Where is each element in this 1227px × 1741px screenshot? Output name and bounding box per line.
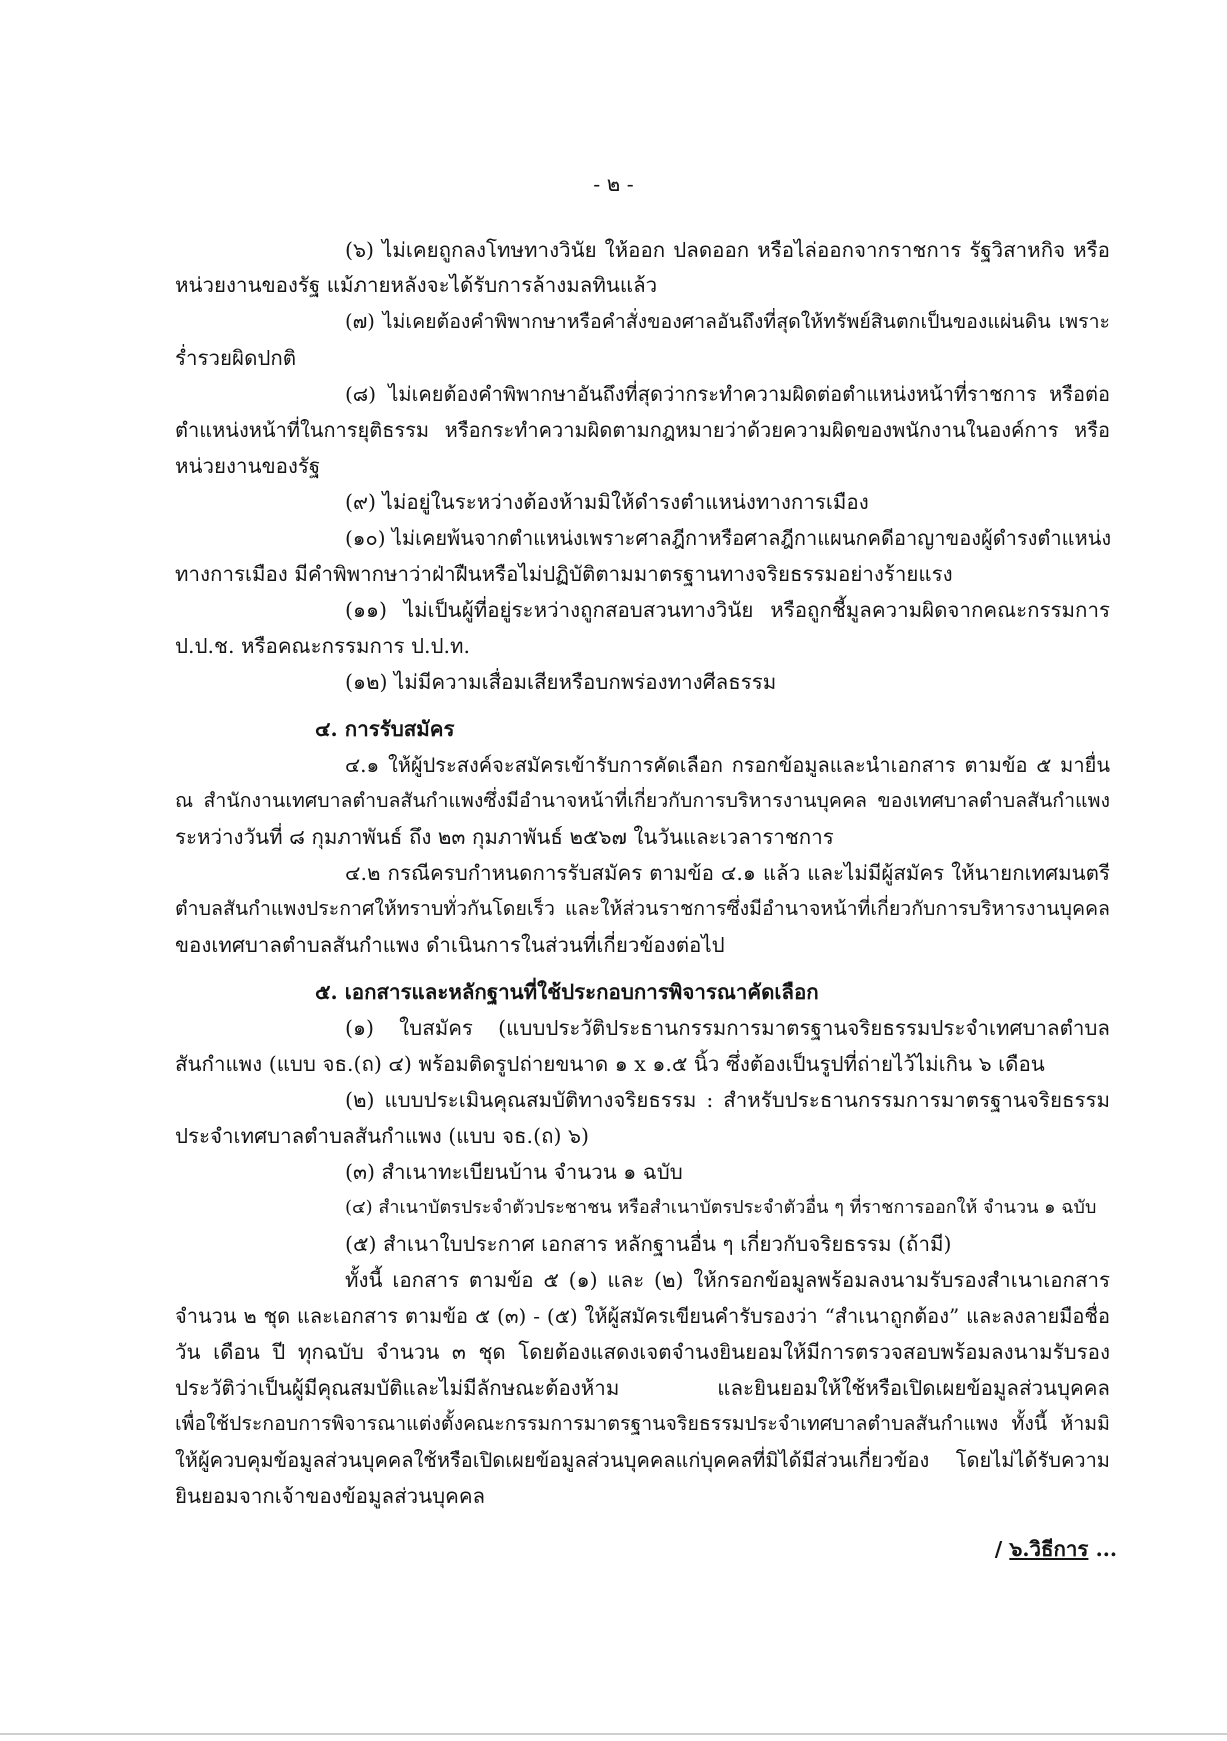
text-line: ตำบลสันกำแพงประกาศให้ทราบทั่วกันโดยเร็ว และให้ส่วนราชการซึ่งมีอำนาจหน้าที่เกี่ยวกับการบริหารงานบุคคล xyxy=(175,897,1110,920)
continuation-label: ๖.วิธีการ xyxy=(1009,1537,1089,1561)
continuation-slash: / xyxy=(994,1537,1003,1561)
scan-edge-line xyxy=(0,1733,1227,1735)
page-number: - ๒ - xyxy=(593,172,634,196)
text-line: ตำแหน่งหน้าที่ในการยุติธรรม หรือกระทำความผิดตามกฎหมายว่าด้วยความผิดของพนักงานในองค์การ หรือ xyxy=(175,418,1110,442)
text-line: (๖) ไม่เคยถูกลงโทษทางวินัย ให้ออก ปลดออก หรือไล่ออกจากราชการ รัฐวิสาหกิจ หรือ xyxy=(345,238,1110,262)
text-line: (๕) สำเนาใบประกาศ เอกสาร หลักฐานอื่น ๆ เกี่ยวกับจริยธรรม (ถ้ามี) xyxy=(345,1232,952,1256)
text-line: (๑๑) ไม่เป็นผู้ที่อยู่ระหว่างถูกสอบสวนทางวินัย หรือถูกชี้มูลความผิดจากคณะกรรมการ xyxy=(345,598,1110,622)
text-line: ร่ำรวยผิดปกติ xyxy=(175,346,297,370)
text-line: ระหว่างวันที่ ๘ กุมภาพันธ์ ถึง ๒๓ กุมภาพันธ์ ๒๕๖๗ ในวันและเวลาราชการ xyxy=(175,825,834,849)
text-line: (๔) สำเนาบัตรประจำตัวประชาชน หรือสำเนาบัตรประจำตัวอื่น ๆ ที่ราชการออกให้ จำนวน ๑ ฉบับ xyxy=(345,1197,1097,1218)
continuation-marker xyxy=(995,1533,1117,1566)
text-line: (๑๐) ไม่เคยพ้นจากตำแหน่งเพราะศาลฎีกาหรือศาลฎีกาแผนกคดีอาญาของผู้ดำรงตำแหน่ง xyxy=(345,526,1112,550)
text-line: ทั้งนี้ เอกสาร ตามข้อ ๕ (๑) และ (๒) ให้กรอกข้อมูลพร้อมลงนามรับรองสำเนาเอกสาร xyxy=(345,1268,1110,1292)
text-line: ๔.๒ กรณีครบกำหนดการรับสมัคร ตามข้อ ๔.๑ แล้ว และไม่มีผู้สมัคร ให้นายกเทศมนตรี xyxy=(345,861,1110,885)
text-line: (๘) ไม่เคยต้องคำพิพากษาอันถึงที่สุดว่ากระทำความผิดต่อตำแหน่งหน้าที่ราชการ หรือต่อ xyxy=(345,382,1110,406)
text-line: สันกำแพง (แบบ จธ.(ถ) ๔) พร้อมติดรูปถ่ายขนาด ๑ x ๑.๕ นิ้ว ซึ่งต้องเป็นรูปที่ถ่ายไว้ไม่เกิน ๖ เดือน xyxy=(175,1052,1045,1076)
text-line: ๔.๑ ให้ผู้ประสงค์จะสมัครเข้ารับการคัดเลือก กรอกข้อมูลและนำเอกสาร ตามข้อ ๕ มายื่น xyxy=(345,753,1110,777)
text-line: เพื่อใช้ประกอบการพิจารณาแต่งตั้งคณะกรรมการมาตรฐานจริยธรรมประจำเทศบาลตำบลสันกำแพง ทั้งนี้ ห้ามมิ xyxy=(175,1412,1110,1435)
section-heading: ๔. การรับสมัคร xyxy=(315,717,455,741)
text-line: ให้ผู้ควบคุมข้อมูลส่วนบุคคลใช้หรือเปิดเผยข้อมูลส่วนบุคคลแก่บุคคลที่มิได้มีส่วนเกี่ยวข้อง โดยไม่ได้รับความ xyxy=(175,1448,1110,1472)
text-line: ป.ป.ช. หรือคณะกรรมการ ป.ป.ท. xyxy=(175,634,471,658)
text-line: จำนวน ๒ ชุด และเอกสาร ตามข้อ ๕ (๓) - (๕) ให้ผู้สมัครเขียนคำรับรองว่า “สำเนาถูกต้อง” และลงลายมือชื่อ xyxy=(175,1304,1110,1328)
text-line: (๑๒) ไม่มีความเสื่อมเสียหรือบกพร่องทางศีลธรรม xyxy=(345,670,777,694)
text-line: (๓) สำเนาทะเบียนบ้าน จำนวน ๑ ฉบับ xyxy=(345,1160,683,1184)
text-line: หน่วยงานของรัฐ xyxy=(175,454,321,478)
text-line: (๗) ไม่เคยต้องคำพิพากษาหรือคำสั่งของศาลอันถึงที่สุดให้ทรัพย์สินตกเป็นของแผ่นดิน เพราะ xyxy=(345,310,1110,333)
text-line: ของเทศบาลตำบลสันกำแพง ดำเนินการในส่วนที่เกี่ยวข้องต่อไป xyxy=(175,933,725,957)
text-line: ทางการเมือง มีคำพิพากษาว่าฝ่าฝืนหรือไม่ปฏิบัติตามมาตรฐานทางจริยธรรมอย่างร้ายแรง xyxy=(175,562,953,586)
continuation-dots: ... xyxy=(1095,1537,1117,1561)
text-line: ประจำเทศบาลตำบลสันกำแพง (แบบ จธ.(ถ) ๖) xyxy=(175,1124,590,1148)
text-line: ณ สำนักงานเทศบาลตำบลสันกำแพงซึ่งมีอำนาจหน้าที่เกี่ยวกับการบริหารงานบุคคล ของเทศบาลตำบลสันกำแพง xyxy=(175,789,1110,812)
text-line: (๙) ไม่อยู่ในระหว่างต้องห้ามมิให้ดำรงตำแหน่งทางการเมือง xyxy=(345,490,869,514)
text-line: ยินยอมจากเจ้าของข้อมูลส่วนบุคคล xyxy=(175,1484,486,1508)
text-line: (๑) ใบสมัคร (แบบประวัติประธานกรรมการมาตรฐานจริยธรรมประจำเทศบาลตำบล xyxy=(345,1016,1110,1040)
text-line: วัน เดือน ปี ทุกฉบับ จำนวน ๓ ชุด โดยต้องแสดงเจตจำนงยินยอมให้มีการตรวจสอบพร้อมลงนามรับรอง xyxy=(175,1340,1110,1364)
section-heading: ๕. เอกสารและหลักฐานที่ใช้ประกอบการพิจารณาคัดเลือก xyxy=(315,980,819,1004)
text-line: หน่วยงานของรัฐ แม้ภายหลังจะได้รับการล้างมลทินแล้ว xyxy=(175,273,658,297)
text-line: ประวัติว่าเป็นผู้มีคุณสมบัติและไม่มีลักษณะต้องห้าม และยินยอมให้ใช้หรือเปิดเผยข้อมูลส่วนบุคคล xyxy=(175,1376,1110,1400)
text-line: (๒) แบบประเมินคุณสมบัติทางจริยธรรม : สำหรับประธานกรรมการมาตรฐานจริยธรรม xyxy=(345,1088,1110,1112)
